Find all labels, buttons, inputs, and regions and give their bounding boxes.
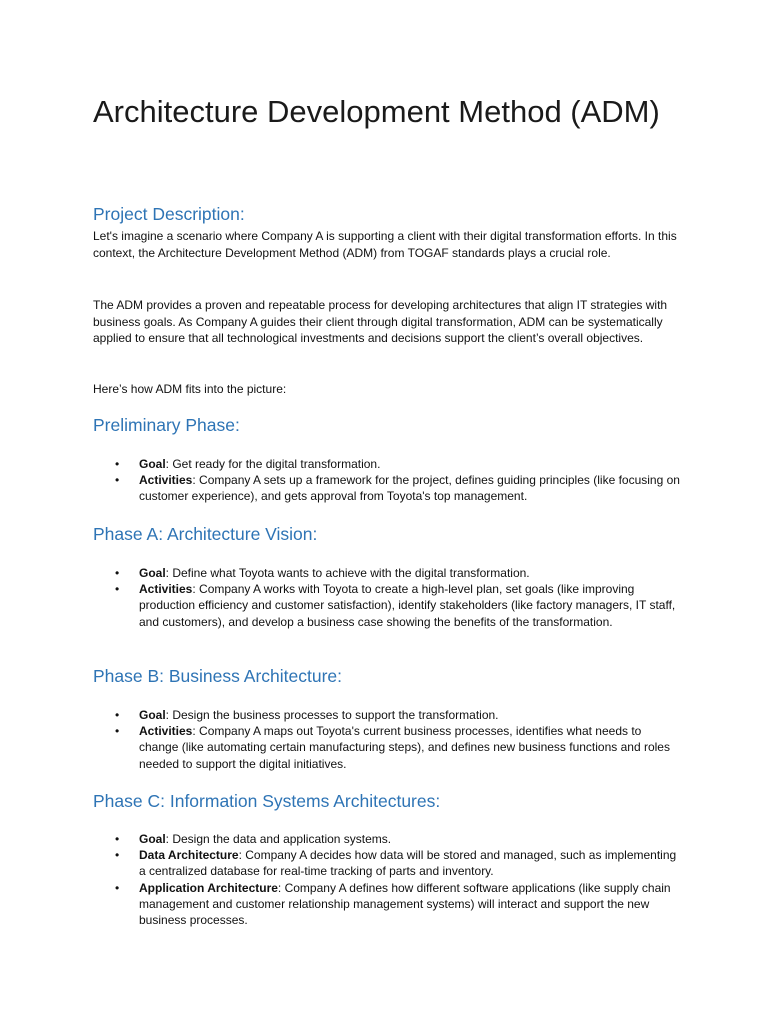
phase-c-list [93, 831, 683, 928]
item-text: : Define what Toyota wants to achieve with the digital transformation. [165, 566, 530, 580]
preliminary-phase-heading: Preliminary Phase: [93, 415, 240, 435]
bullet-icon: • [115, 566, 120, 580]
list-item [93, 831, 683, 847]
item-label: Application Architecture [139, 880, 278, 895]
item-label: Activities [139, 473, 193, 488]
item-label: Goal [139, 832, 166, 846]
item-text: : Company A defines how different software applications (like supply chain management and customer relationship management systems) will interact and support the new business processes. [139, 880, 671, 928]
item-text: : Get ready for the digital transformation. [165, 457, 381, 471]
item-text: : Company A decides how data will be stored and managed, such as implementing a centralized database for real-time tracking of parts and inventory. [139, 848, 677, 879]
bullet-icon: • [115, 880, 120, 895]
project-description-heading: Project Description: [93, 204, 245, 224]
item-label: Activities [139, 724, 193, 739]
bullet-icon: • [115, 708, 120, 722]
document-title: Architecture Development Method (ADM) [93, 94, 660, 129]
list-item [93, 581, 683, 630]
project-paragraph-3: Here’s how ADM fits into the picture: [93, 382, 287, 396]
phase-b-list [93, 707, 683, 772]
bullet-icon: • [115, 724, 120, 739]
project-paragraph-1: Let's imagine a scenario where Company A is supporting a client with their digital transformation efforts. In this context, the Architecture Development Method (ADM) from TOGAF standards plays a crucial role. [93, 229, 677, 260]
item-label: Goal [139, 708, 166, 722]
item-label: Goal [139, 566, 166, 580]
preliminary-phase-list [93, 456, 683, 505]
item-label: Data Architecture [139, 848, 239, 863]
list-item [93, 456, 683, 472]
list-item [93, 707, 683, 723]
bullet-icon: • [115, 832, 120, 846]
item-text: : Design the business processes to support the transformation. [165, 708, 499, 722]
list-item [93, 847, 683, 879]
item-label: Goal [139, 457, 166, 471]
bullet-icon: • [115, 457, 120, 471]
phase-b-heading: Phase B: Business Architecture: [93, 666, 343, 686]
list-item [93, 565, 683, 581]
item-text: : Company A sets up a framework for the project, defines guiding principles (like focusing on customer experience), and gets approval from Toyota's top management. [139, 473, 680, 504]
list-item [93, 472, 683, 504]
bullet-icon: • [115, 848, 120, 863]
item-text: : Design the data and application systems. [165, 832, 392, 846]
phase-a-list [93, 565, 683, 630]
item-text: : Company A works with Toyota to create a high-level plan, set goals (like improving production efficiency and customer satisfaction), identify stakeholders (like factory managers, IT staff, and customers), and develop a business case showing the benefits of the transformation. [139, 582, 676, 629]
bullet-icon: • [115, 473, 120, 488]
phase-a-heading: Phase A: Architecture Vision: [93, 524, 318, 544]
item-text: : Company A maps out Toyota's current business processes, identifies what needs to change (like automating certain manufacturing steps), and defines new business functions and roles needed to support the digital initiatives. [139, 724, 670, 771]
item-label: Activities [139, 582, 193, 597]
phase-c-heading: Phase C: Information Systems Architectures: [93, 791, 441, 811]
list-item [93, 723, 683, 772]
project-paragraph-2: The ADM provides a proven and repeatable process for developing architectures that align IT strategies with business goals. As Company A guides their client through digital transformation, ADM can be systematically applied to ensure that all technological investments and decisions support the client’s overall objectives. [93, 298, 668, 346]
bullet-icon: • [115, 582, 120, 597]
list-item [93, 880, 683, 929]
